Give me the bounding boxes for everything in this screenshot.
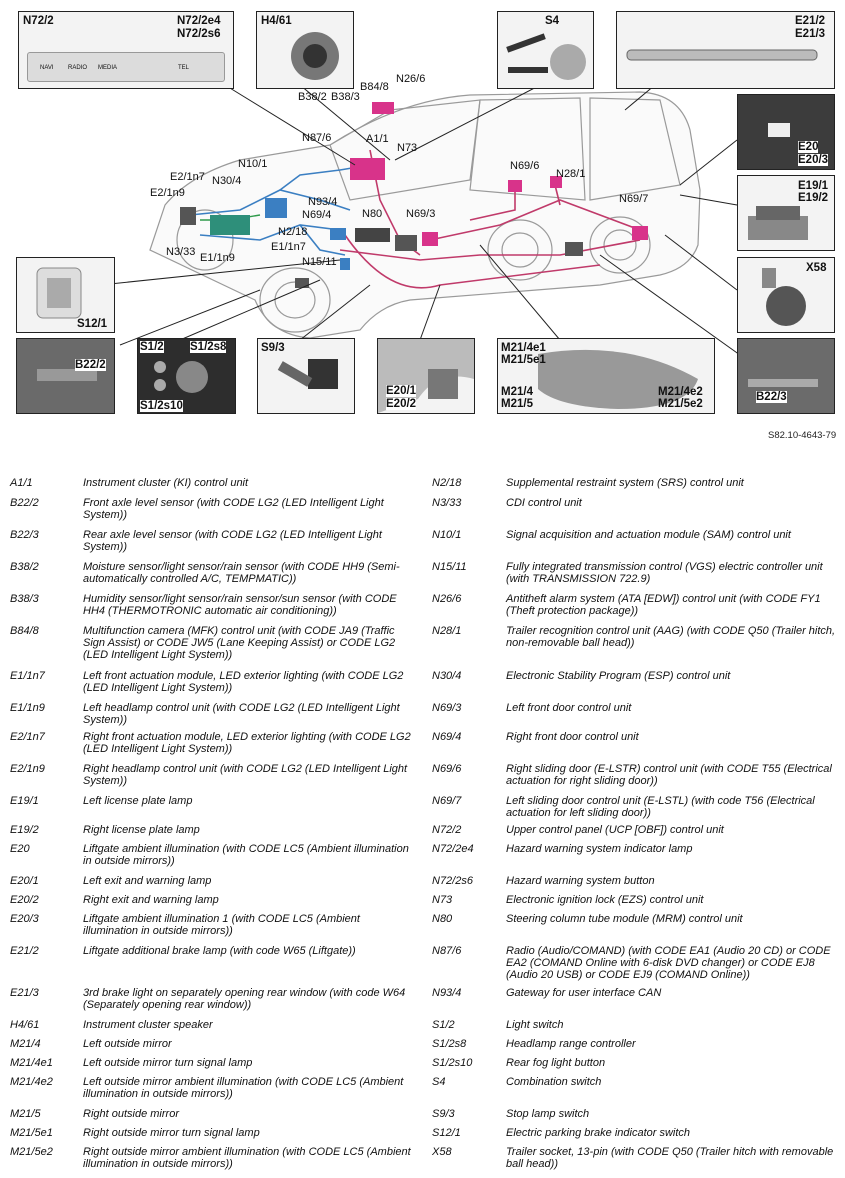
legend-description: Gateway for user interface CAN — [506, 987, 662, 999]
legend-description: Left outside mirror ambient illumination (with CODE LC5 (Ambient illumination in outside mirrors)) — [83, 1076, 404, 1100]
component-label: N26/6 — [396, 73, 426, 85]
legend-description: Rear axle level sensor (with CODE LG2 (LED Intelligent Light System)) — [83, 529, 382, 553]
legend-description: Humidity sensor/light sensor/rain sensor/sun sensor (with CODE HH4 (THERMOTRONIC automatic air conditioning)) — [83, 593, 397, 617]
legend-description: Trailer socket, 13-pin (with CODE Q50 (Trailer hitch with removable ball head)) — [506, 1146, 834, 1170]
legend-code: M21/4 — [10, 1038, 41, 1050]
component-label: E1/1n7 — [271, 241, 306, 253]
callout-label: E21/2 — [795, 15, 826, 27]
legend-description: Antitheft alarm system (ATA [EDW]) control unit (with CODE FY1 (Theft protection package)) — [506, 593, 821, 617]
legend-code: S1/2 — [432, 1019, 455, 1031]
callout-b22-3 — [737, 338, 835, 414]
callout-label: S12/1 — [77, 318, 108, 330]
callout-label: S4 — [545, 15, 560, 27]
legend-code: S1/2s8 — [432, 1038, 467, 1050]
legend-description: Right front actuation module, LED exterior lighting (with CODE LG2 (LED Intelligent Light System)) — [83, 731, 411, 755]
component-label: N80 — [362, 208, 383, 220]
callout-label: S1/2s10 — [140, 400, 183, 412]
callout-label: N72/2e4 — [177, 15, 221, 27]
legend-code: N93/4 — [432, 987, 462, 999]
legend-description: Right exit and warning lamp — [83, 894, 219, 906]
figure-id: S82.10-4643-79 — [768, 430, 837, 441]
legend-description: Stop lamp switch — [506, 1108, 590, 1120]
legend-description: Front axle level sensor (with CODE LG2 (LED Intelligent Light System)) — [83, 497, 384, 521]
component-label: N2/18 — [278, 226, 308, 238]
legend-code: M21/4e2 — [10, 1076, 53, 1088]
legend-code: N10/1 — [432, 529, 462, 541]
component-label: N69/4 — [302, 209, 332, 221]
callout-label: N72/2 — [23, 15, 54, 27]
legend-code: N28/1 — [432, 625, 462, 637]
legend-code: M21/5 — [10, 1108, 41, 1120]
callout-e21-2 — [616, 11, 835, 89]
callout-label: M21/4e2 — [658, 386, 703, 398]
callout-label: E19/1 — [798, 180, 829, 192]
legend-description: Rear fog light button — [506, 1057, 606, 1069]
legend-description: Left front actuation module, LED exterior lighting (with CODE LG2 (LED Intelligent Light System)) — [83, 670, 404, 694]
legend-description: Right outside mirror ambient illumination (with CODE LC5 (Ambient illumination in outside mirrors)) — [83, 1146, 411, 1170]
panel-label: NAVI — [40, 65, 54, 71]
legend-description: Electronic ignition lock (EZS) control unit — [506, 894, 704, 906]
component-label: B84/8 — [360, 81, 389, 93]
legend-description: Trailer recognition control unit (AAG) (with CODE Q50 (Trailer hitch, non-removable ball head)) — [506, 625, 836, 649]
legend-code: B22/3 — [10, 529, 39, 541]
legend-code: H4/61 — [10, 1019, 40, 1031]
legend-description: Liftgate ambient illumination (with CODE LC5 (Ambient illumination in outside mirrors)) — [83, 843, 409, 867]
callout-s9-3 — [257, 338, 355, 414]
legend-description: Left headlamp control unit (with CODE LG2 (LED Intelligent Light System)) — [83, 702, 400, 726]
legend-description: Hazard warning system indicator lamp — [506, 843, 693, 855]
legend-description: Left exit and warning lamp — [83, 875, 212, 887]
callout-label: B22/3 — [756, 391, 787, 403]
component-label: E2/1n9 — [150, 187, 185, 199]
legend-code: A1/1 — [10, 477, 33, 489]
callout-label: M21/5 — [501, 398, 533, 410]
callout-label: X58 — [806, 262, 827, 274]
callout-x58 — [737, 257, 835, 333]
callout-label: H4/61 — [261, 15, 292, 27]
legend-description: Fully integrated transmission control (VGS) electric controller unit (with TRANSMISSION 722.9) — [506, 561, 823, 585]
legend-description: Liftgate additional brake lamp (with code W65 (Liftgate)) — [83, 945, 356, 957]
callout-label: E21/3 — [795, 28, 826, 40]
legend-code: B84/8 — [10, 625, 39, 637]
legend-code: N80 — [432, 913, 453, 925]
callout-m21-4 — [497, 338, 715, 414]
component-label: N69/3 — [406, 208, 436, 220]
upper-control-panel-image — [27, 52, 225, 82]
legend-code: E20 — [10, 843, 30, 855]
component-label: N15/11 — [302, 256, 337, 268]
legend-code: N30/4 — [432, 670, 462, 682]
legend-code: M21/5e2 — [10, 1146, 53, 1158]
legend-description: Headlamp range controller — [506, 1038, 636, 1050]
callout-label: E19/2 — [798, 192, 829, 204]
callout-label: M21/5e1 — [501, 354, 546, 366]
component-label: B38/3 — [331, 91, 360, 103]
legend-code: S12/1 — [432, 1127, 461, 1139]
callout-label: E20 — [798, 141, 819, 153]
callout-h4-61 — [256, 11, 354, 89]
component-label: N73 — [397, 142, 418, 154]
callout-s4 — [497, 11, 594, 89]
legend-description: Instrument cluster speaker — [83, 1019, 213, 1031]
legend-code: N69/3 — [432, 702, 462, 714]
callout-label: E20/2 — [386, 398, 417, 410]
legend-description: 3rd brake light on separately opening rear window (with code W64 (Separately opening rear window)) — [83, 987, 406, 1011]
legend-description: Radio (Audio/COMAND) (with CODE EA1 (Audio 20 CD) or CODE EA2 (COMAND Online with 6-disk DVD changer) or CODE EJ8 (Audio 20 USB) or CODE EJ9 (COMAND Online)) — [506, 945, 831, 981]
legend-code: E2/1n9 — [10, 763, 45, 775]
callout-label: E20/3 — [798, 154, 829, 166]
panel-label: RADIO — [68, 65, 88, 71]
legend-description: Light switch — [506, 1019, 564, 1031]
legend-description: Left front door control unit — [506, 702, 632, 714]
callout-e19-1 — [737, 175, 835, 251]
legend-code: E20/3 — [10, 913, 39, 925]
component-label: E1/1n9 — [200, 252, 235, 264]
legend-code: X58 — [432, 1146, 452, 1158]
legend-code: N69/4 — [432, 731, 462, 743]
legend-code: N72/2s6 — [432, 875, 473, 887]
legend-code: E19/2 — [10, 824, 39, 836]
component-label: E2/1n7 — [170, 171, 205, 183]
legend-description: Combination switch — [506, 1076, 602, 1088]
component-label: N3/33 — [166, 246, 196, 258]
callout-s1-2 — [137, 338, 236, 414]
legend-code: E20/1 — [10, 875, 39, 887]
legend-description: Right sliding door (E-LSTR) control unit (with CODE T55 (Electrical actuation for right sliding door)) — [506, 763, 832, 787]
legend-description: Liftgate ambient illumination 1 (with CODE LC5 (Ambient illumination in outside mirrors)) — [83, 913, 360, 937]
legend-description: Supplemental restraint system (SRS) control unit — [506, 477, 744, 489]
callout-label: S9/3 — [261, 342, 285, 354]
legend-code: S9/3 — [432, 1108, 455, 1120]
callout-label: S1/2 — [140, 341, 164, 353]
legend-description: Left license plate lamp — [83, 795, 193, 807]
callout-label: S1/2s8 — [190, 341, 227, 353]
legend-description: CDI control unit — [506, 497, 582, 509]
callout-label: M21/4 — [501, 386, 533, 398]
component-label: N87/6 — [302, 132, 332, 144]
component-label: N93/4 — [308, 196, 338, 208]
legend-description: Left outside mirror — [83, 1038, 172, 1050]
legend-description: Left sliding door control unit (E-LSTL) (with code T56 (Electrical actuation for left sliding door)) — [506, 795, 815, 819]
callout-n72-2 — [18, 11, 234, 89]
callout-label: B22/2 — [75, 359, 106, 371]
legend-code: E21/2 — [10, 945, 39, 957]
legend-code: E2/1n7 — [10, 731, 45, 743]
callout-label: M21/5e2 — [658, 398, 703, 410]
legend-description: Moisture sensor/light sensor/rain sensor (with CODE HH9 (Semi-automatically controlled A/C, TEMPMATIC)) — [83, 561, 400, 585]
legend-description: Signal acquisition and actuation module (SAM) control unit — [506, 529, 791, 541]
legend-code: M21/4e1 — [10, 1057, 53, 1069]
legend-description: Right outside mirror turn signal lamp — [83, 1127, 260, 1139]
component-label: N28/1 — [556, 168, 586, 180]
legend-code: E1/1n9 — [10, 702, 45, 714]
callout-e20-1 — [377, 338, 475, 414]
callout-s12-1 — [16, 257, 115, 333]
legend-code: S4 — [432, 1076, 446, 1088]
legend-code: B38/3 — [10, 593, 39, 605]
legend-code: N72/2e4 — [432, 843, 474, 855]
legend-description: Instrument cluster (KI) control unit — [83, 477, 249, 489]
panel-label: MEDIA — [98, 65, 118, 71]
component-label: N69/6 — [510, 160, 540, 172]
component-label: N30/4 — [212, 175, 242, 187]
callout-label: E20/1 — [386, 385, 417, 397]
legend-code: N69/7 — [432, 795, 462, 807]
legend-code: B22/2 — [10, 497, 39, 509]
legend-code: E20/2 — [10, 894, 39, 906]
legend-code: E19/1 — [10, 795, 39, 807]
callout-b22-2 — [16, 338, 115, 414]
legend-code: N69/6 — [432, 763, 462, 775]
legend-description: Left outside mirror turn signal lamp — [83, 1057, 253, 1069]
callout-label: N72/2s6 — [177, 28, 221, 40]
legend-description: Hazard warning system button — [506, 875, 655, 887]
legend-description: Electric parking brake indicator switch — [506, 1127, 691, 1139]
panel-label: TEL — [178, 65, 190, 71]
legend-code: N87/6 — [432, 945, 462, 957]
legend-description: Right outside mirror — [83, 1108, 179, 1120]
legend-code: S1/2s10 — [432, 1057, 473, 1069]
legend-description: Multifunction camera (MFK) control unit (with CODE JA9 (Traffic Sign Assist) or CODE JW5 (Lane Keeping Assist) or CODE LG2 (LED Intelligent Light System)) — [83, 625, 396, 661]
callout-e20 — [737, 94, 835, 170]
legend-code: E21/3 — [10, 987, 39, 999]
legend-description: Right license plate lamp — [83, 824, 200, 836]
legend-description: Right headlamp control unit (with CODE LG2 (LED Intelligent Light System)) — [83, 763, 408, 787]
legend-description: Steering column tube module (MRM) control unit — [506, 913, 743, 925]
legend-code: M21/5e1 — [10, 1127, 53, 1139]
legend-description: Right front door control unit — [506, 731, 639, 743]
callout-label: M21/4e1 — [501, 342, 546, 354]
legend-code: B38/2 — [10, 561, 39, 573]
legend-code: N26/6 — [432, 593, 462, 605]
legend-code: N73 — [432, 894, 453, 906]
component-label: A1/1 — [366, 133, 389, 145]
component-location-diagram — [0, 0, 845, 440]
legend-description: Electronic Stability Program (ESP) control unit — [506, 670, 731, 682]
component-label: N10/1 — [238, 158, 268, 170]
legend-code: N72/2 — [432, 824, 462, 836]
legend-code: N15/11 — [432, 561, 467, 573]
legend-code: N3/33 — [432, 497, 462, 509]
legend-code: N2/18 — [432, 477, 462, 489]
component-label: B38/2 — [298, 91, 327, 103]
legend-description: Upper control panel (UCP [OBF]) control unit — [506, 824, 724, 836]
component-label: N69/7 — [619, 193, 649, 205]
legend-code: E1/1n7 — [10, 670, 45, 682]
